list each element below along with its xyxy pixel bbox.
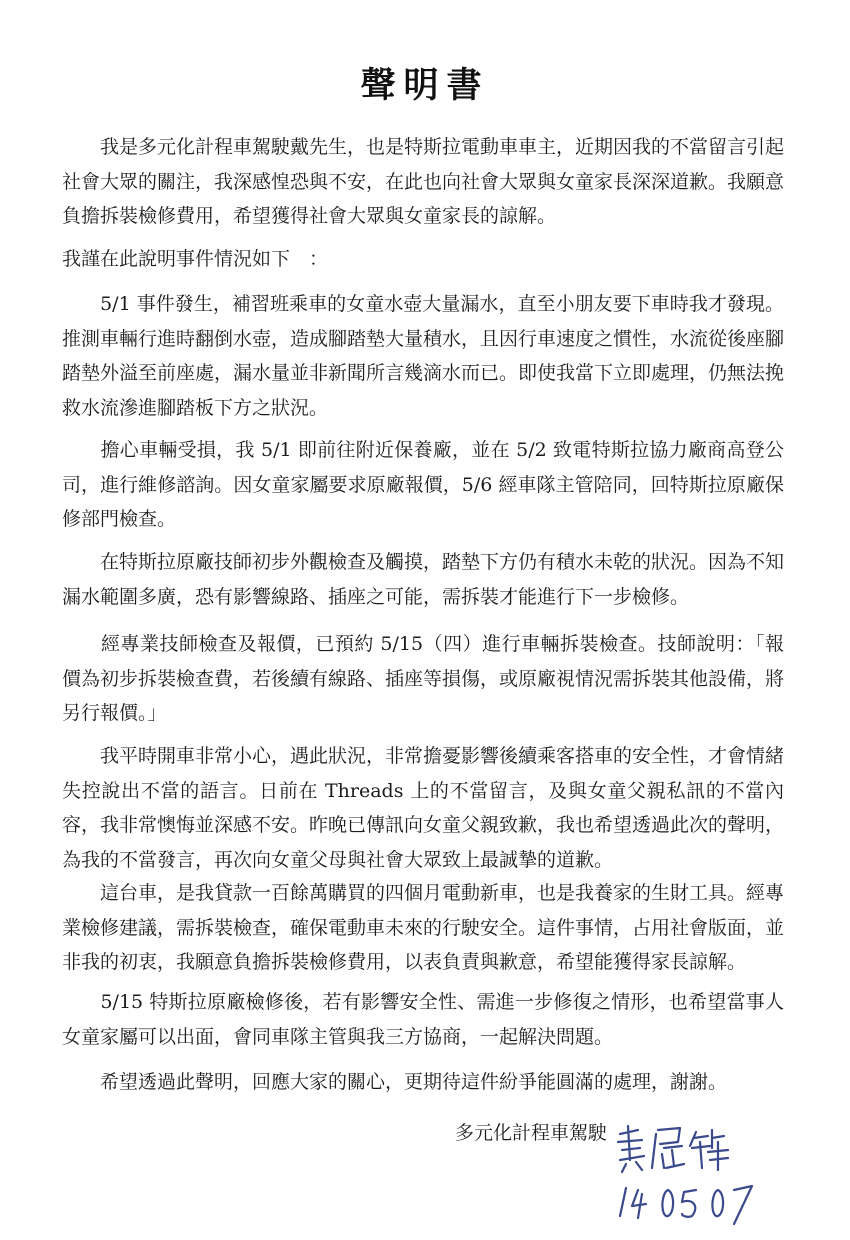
paragraph-intro: 我是多元化計程車駕駛戴先生，也是特斯拉電動車車主，近期因我的不當留言引起社會大眾的關注，我深感惶恐與不安，在此也向社會大眾與女童家長深深道歉。我願意負擔拆裝檢修費用，希望獲得社會大眾與女童家長的諒解。 [62,136,785,227]
paragraph-apology: 我平時開車非常小心，遇此狀況，非常擔憂影響後續乘客搭車的安全性，才會情緒失控說出不當的語言。日前在 Threads 上的不當留言，及與女童父親私訊的不當內容，我非常懊悔並深感不安。昨晚已傳訊向女童父親致歉，我也希望透過此次的聲明，為我的不當發言，再次向女童父母與社會大眾致上最誠摯的道歉。 [62,745,785,871]
paragraph-explanation-lead: 我謹在此說明事件情況如下 ： [62,248,329,270]
paragraph-vehicle: 這台車，是我貸款一百餘萬購買的四個月電動新車，也是我養家的生財工具。經專業檢修建議，需拆裝檢查，確保電動車未來的行駛安全。這件事情，占用社會版面，並非我的初衷，我願意負擔拆裝檢修費用，以表負責與歉意，希望能獲得家長諒解。 [62,882,785,973]
paragraph-incident: 5/1 事件發生，補習班乘車的女童水壺大量漏水，直至小朋友要下車時我才發現。推測車輛行進時翻倒水壺，造成腳踏墊大量積水，且因行車速度之慣性，水流從後座腳踏墊外溢至前座處，漏水量並非新聞所言幾滴水而已。即使我當下立即處理，仍無法挽救水流滲進腳踏板下方之狀況。 [62,293,785,419]
paragraph-followup: 5/15 特斯拉原廠檢修後，若有影響安全性、需進一步修復之情形，也希望當事人女童家屬可以出面，會同車隊主管與我三方協商，一起解決問題。 [62,991,784,1048]
handwritten-signature [608,1120,758,1230]
paragraph-repair-consult: 擔心車輛受損，我 5/1 即前往附近保養廠，並在 5/2 致電特斯拉協力廠商高登公司，進行維修諮詢。因女童家屬要求原廠報價，5/6 經車隊主管陪同，回特斯拉原廠保修部門檢查。 [62,439,784,530]
paragraph-inspection: 在特斯拉原廠技師初步外觀檢查及觸摸，踏墊下方仍有積水未乾的狀況。因為不知漏水範圍多廣，恐有影響線路、插座之可能，需拆裝才能進行下一步檢修。 [62,551,785,608]
paragraph-closing: 希望透過此聲明，回應大家的關心，更期待這件紛爭能圓滿的處理，謝謝。 [62,1071,728,1093]
document-title: 聲明書 [360,65,490,106]
paragraph-quote: 經專業技師檢查及報價，已預約 5/15（四）進行車輛拆裝檢查。技師說明：「報價為初步拆裝檢查費，若後續有線路、插座等損傷，或原廠視情況需拆裝其他設備，將另行報價。」 [62,633,785,724]
signature-organization: 多元化計程車駕駛 [455,1122,608,1144]
